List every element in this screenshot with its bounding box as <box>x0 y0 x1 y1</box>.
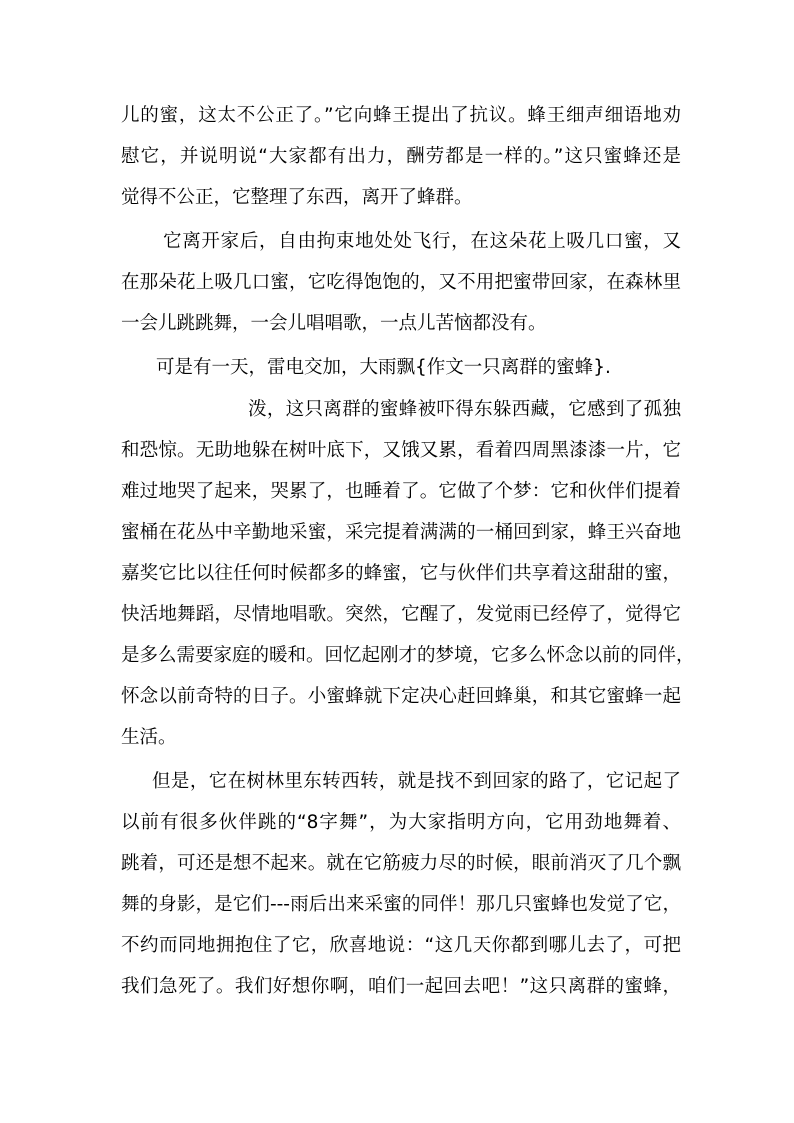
text-line: 蜜桶在花丛中辛勤地采蜜，采完提着满满的一桶回到家，蜂王兴奋地 <box>121 522 681 543</box>
text-line: 快活地舞蹈，尽情地唱歌。突然，它醒了，发觉雨已经停了，觉得它 <box>121 604 681 625</box>
text-line: 我们急死了。我们好想你啊，咱们一起回去吧！”这只离群的蜜蜂， <box>121 976 681 997</box>
text-line: 怀念以前奇特的日子。小蜜蜂就下定决心赶回蜂巢，和其它蜜蜂一起 <box>121 686 681 707</box>
text-line: 泼，这只离群的蜜蜂被吓得东躲西藏，它感到了孤独 <box>248 399 681 420</box>
text-line: 难过地哭了起来，哭累了，也睡着了。它做了个梦：它和伙伴们提着 <box>121 481 681 502</box>
text-line: 在那朵花上吸几口蜜，它吃得饱饱的，又不用把蜜带回家，在森林里 <box>121 272 681 293</box>
text-line: 一会儿跳跳舞，一会儿唱唱歌，一点儿苦恼都没有。 <box>121 313 547 334</box>
text-line: 和恐惊。无助地躲在树叶底下，又饿又累，看着四周黑漆漆一片，它 <box>121 440 681 461</box>
text-line: 跳着，可还是想不起来。就在它筋疲力尽的时候，眼前消灭了几个飘 <box>121 853 681 874</box>
text-line: 它离开家后，自由拘束地处处飞行，在这朵花上吸几口蜜，又 <box>163 231 681 252</box>
text-line: 生活。 <box>121 727 177 748</box>
text-line: 以前有很多伙伴跳的“8字舞”，为大家指明方向，它用劲地舞着、 <box>121 812 681 833</box>
text-line: 儿的蜜，这太不公正了。”它向蜂王提出了抗议。蜂王细声细语地劝 <box>121 105 681 126</box>
text-line: 可是有一天，雷电交加，大雨飘{作文一只离群的蜜蜂}. <box>156 357 611 378</box>
text-line: 不约而同地拥抱住了它，欣喜地说：“这几天你都到哪儿去了，可把 <box>121 935 681 956</box>
text-line: 觉得不公正，它整理了东西，离开了蜂群。 <box>121 187 473 208</box>
text-line: 但是，它在树林里东转西转，就是找不到回家的路了，它记起了 <box>152 771 681 792</box>
text-line: 嘉奖它比以往任何时候都多的蜂蜜，它与伙伴们共享着这甜甜的蜜， <box>121 563 681 584</box>
text-line: 是多么需要家庭的暖和。回忆起刚才的梦境，它多么怀念以前的同伴， <box>121 645 695 666</box>
text-line: 舞的身影，是它们---雨后出来采蜜的同伴！那几只蜜蜂也发觉了它， <box>121 894 681 915</box>
text-line: 慰它，并说明说“大家都有出力，酬劳都是一样的。”这只蜜蜂还是 <box>121 146 681 167</box>
